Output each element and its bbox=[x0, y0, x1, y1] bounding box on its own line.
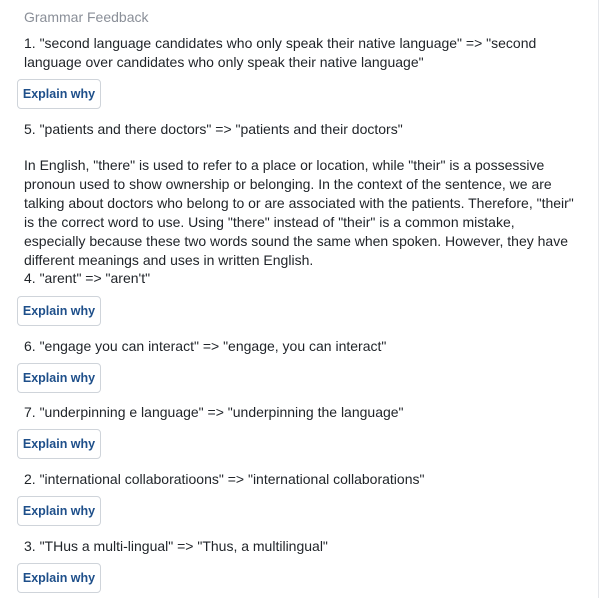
explain-why-button-4[interactable]: Explain why bbox=[17, 296, 101, 326]
feedback-item-4-text: 4. "arent" => "aren't" bbox=[24, 270, 151, 286]
explain-why-button-3[interactable]: Explain why bbox=[17, 563, 101, 593]
feedback-item-7-text: 7. "underpinning e language" => "underpinning the language" bbox=[24, 404, 404, 420]
feedback-item-1-text: 1. "second language candidates who only speak their native language" => "second language over candidates who only speak their native language" bbox=[24, 35, 537, 70]
explain-why-button-7[interactable]: Explain why bbox=[17, 429, 101, 459]
feedback-item-5-text: 5. "patients and there doctors" => "patients and their doctors" bbox=[24, 121, 403, 137]
explain-why-button-1[interactable]: Explain why bbox=[17, 79, 101, 109]
panel-title: Grammar Feedback bbox=[24, 9, 149, 25]
feedback-item-5-explanation: In English, "there" is used to refer to a place or location, while "their" is a possessive pronoun used to show ownership or belonging. In the context of the sentence, we are talking about doctors who belong to or are associated with the patients. Therefore, "their" is the correct word to use. Using "there" instead of "their" is a common mistake, especially because these two words sound the same when spoken. However, they have different meanings and uses in written English. bbox=[24, 157, 574, 268]
feedback-item-6-text: 6. "engage you can interact" => "engage, you can interact" bbox=[24, 338, 387, 354]
feedback-item-2-text: 2. "international collaboratioons" => "international collaborations" bbox=[24, 471, 425, 487]
feedback-item-3-text: 3. "THus a multi-lingual" => "Thus, a multilingual" bbox=[24, 538, 328, 554]
explain-why-button-2[interactable]: Explain why bbox=[17, 496, 101, 526]
explain-why-button-6[interactable]: Explain why bbox=[17, 363, 101, 393]
